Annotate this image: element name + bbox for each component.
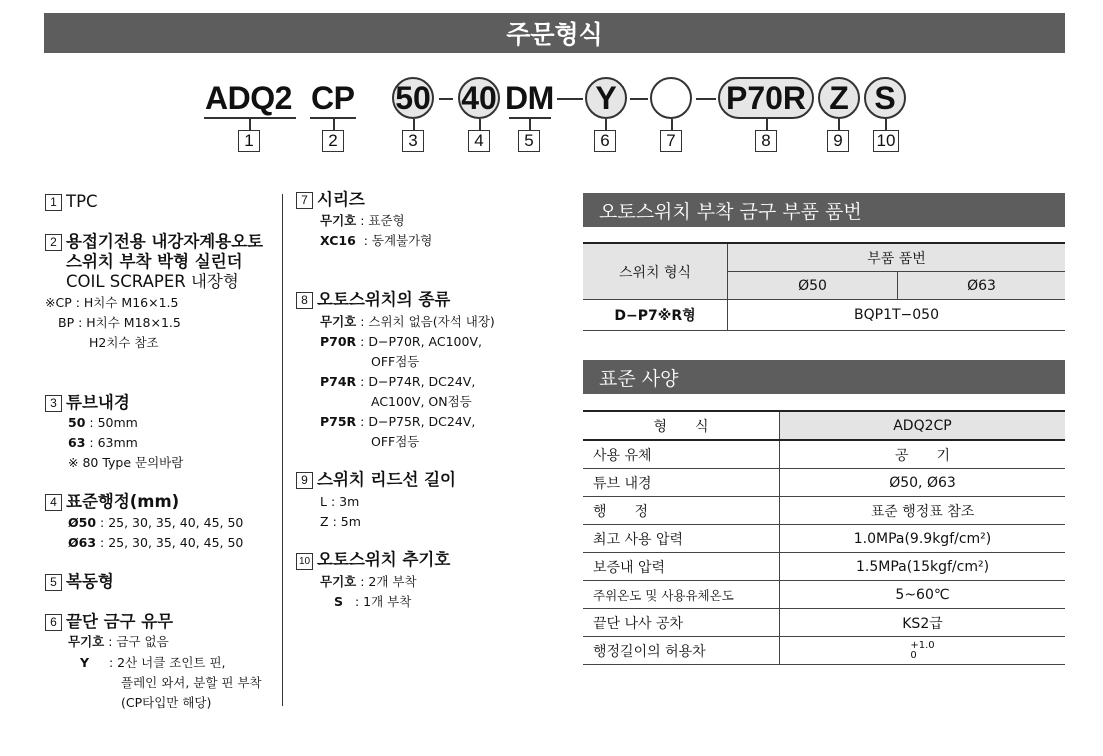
spec-label: 행정길이의 허용차 — [583, 637, 780, 665]
section-number: 4 — [45, 494, 62, 511]
option-key: 무기호 — [68, 634, 105, 649]
option-item — [80, 653, 226, 673]
option-key: ※ — [68, 455, 79, 470]
option-item — [320, 572, 417, 592]
section-number: 6 — [45, 614, 62, 631]
dash — [439, 98, 453, 100]
table-row — [583, 581, 1065, 609]
option-value: 80 Type 문의바람 — [82, 455, 184, 470]
spec-value: KS2급 — [780, 609, 1066, 637]
page-title: 주문형식 — [44, 13, 1065, 53]
tolerance-lower: 0 — [910, 649, 917, 661]
code-number: 10 — [873, 130, 899, 152]
section-title: TPC — [66, 192, 98, 211]
option-key: 무기호 — [320, 213, 357, 228]
section-title: 튜브내경 — [66, 393, 130, 412]
spec-label: 행 정 — [583, 497, 780, 525]
option-item — [68, 533, 243, 553]
section-title: 표준행정(mm) — [66, 492, 180, 511]
code-series: ADQ2 — [205, 80, 292, 116]
option-value: : 스위치 없음(자석 내장) — [360, 314, 495, 329]
spec-value: 표준 행정표 참조 — [780, 497, 1066, 525]
spec-value: 공 기 — [780, 440, 1066, 469]
option-item — [320, 211, 405, 231]
option-item — [320, 231, 432, 251]
section-number: 3 — [45, 395, 62, 412]
section-title: 시리즈 — [317, 190, 365, 209]
section-title: 용접기전용 내강자계용오토 — [66, 232, 264, 251]
option-item — [320, 312, 495, 332]
section-9 — [296, 470, 456, 490]
col-header-switch: 스위치 형식 — [583, 243, 728, 300]
section-title: COIL SCRAPER 내장형 — [66, 272, 239, 291]
spec-value: 1.5MPa(15kgf/cm²) — [780, 553, 1066, 581]
connector — [333, 117, 335, 131]
section-2 — [45, 232, 263, 292]
code-switch-count: S — [864, 77, 906, 119]
option-value: : 25, 30, 35, 40, 45, 50 — [100, 535, 244, 550]
option-value: : 1개 부착 — [354, 594, 412, 609]
option-item — [320, 512, 361, 532]
section-8 — [296, 290, 450, 310]
section-number: 9 — [296, 472, 313, 489]
option-value: : D−P75R, DC24V, — [360, 414, 476, 429]
code-type: CP — [311, 80, 355, 116]
option-item — [68, 413, 138, 433]
option-value: : 2산 너클 조인트 핀, — [108, 655, 226, 670]
option-key: 63 — [68, 435, 86, 450]
bracket-table — [583, 242, 1065, 331]
code-number: 2 — [322, 130, 344, 152]
section-6 — [45, 612, 173, 632]
table-row — [583, 497, 1065, 525]
spec-value: 5~60℃ — [780, 581, 1066, 609]
code-number: 3 — [402, 130, 424, 152]
spec-value — [780, 637, 1066, 665]
section-3 — [45, 393, 130, 413]
code-number: 5 — [518, 130, 540, 152]
dash — [696, 98, 716, 100]
option-value: : 동계불가형 — [363, 233, 433, 248]
option-key: 무기호 — [320, 574, 357, 589]
table-row — [583, 440, 1065, 469]
option-value: AC100V, ON점등 — [371, 394, 472, 409]
section-number: 1 — [45, 194, 62, 211]
spec-table — [583, 410, 1065, 665]
section-number: 10 — [296, 553, 313, 570]
code-series-option — [650, 77, 692, 119]
table-row — [583, 637, 1065, 665]
option-value: : 3m — [330, 494, 360, 509]
option-value: OFF점등 — [371, 434, 420, 449]
spec-label: 끝단 나사 공차 — [583, 609, 780, 637]
code-number: 6 — [594, 130, 616, 152]
option-item — [334, 592, 411, 612]
code-bore: 50 — [392, 77, 434, 119]
option-key: Ø50 — [68, 515, 97, 530]
code-number: 4 — [468, 130, 490, 152]
col-header-bore: Ø63 — [898, 272, 1066, 300]
section-title: 끝단 금구 유무 — [66, 612, 174, 631]
table-cell: BQP1T−050 — [728, 300, 1066, 331]
option-key: 무기호 — [320, 314, 357, 329]
option-item — [68, 632, 169, 652]
option-key: 50 — [68, 415, 86, 430]
option-value: OFF점등 — [371, 354, 420, 369]
col-header-part: 부품 품번 — [728, 243, 1066, 272]
spec-label: 보증내 압력 — [583, 553, 780, 581]
section-title: 스위치 부착 박형 실린더 — [66, 252, 243, 271]
section-1 — [45, 192, 98, 212]
spec-value: ADQ2CP — [780, 411, 1066, 440]
section-title: 오토스위치 추기호 — [317, 550, 451, 569]
note: H2치수 참조 — [89, 335, 159, 350]
dash — [630, 98, 648, 100]
code-lead-length: Z — [818, 77, 860, 119]
section-4 — [45, 492, 179, 512]
note: ※CP : H치수 M16×1.5 — [45, 295, 179, 310]
option-key: Ø63 — [68, 535, 97, 550]
table-cell: D−P7※R형 — [583, 300, 728, 331]
table-row — [583, 553, 1065, 581]
code-end-fitting: Y — [585, 77, 627, 119]
option-value: : D−P74R, DC24V, — [360, 374, 476, 389]
spec-label: 사용 유체 — [583, 440, 780, 469]
spec-label: 형 식 — [583, 411, 780, 440]
option-value: : 2개 부착 — [360, 574, 417, 589]
option-item — [320, 412, 475, 432]
section-number: 8 — [296, 292, 313, 309]
code-switch: P70R — [718, 77, 814, 119]
bracket-panel-heading: 오토스위치 부착 금구 부품 품번 — [583, 193, 1065, 227]
spec-label: 최고 사용 압력 — [583, 525, 780, 553]
option-key: Y — [80, 655, 90, 670]
option-item — [68, 433, 138, 453]
option-item — [320, 492, 359, 512]
code-number: 1 — [238, 130, 260, 152]
option-key: L — [320, 494, 327, 509]
option-key: S — [334, 594, 344, 609]
table-row — [583, 411, 1065, 440]
section-5 — [45, 572, 114, 592]
option-value: : 25, 30, 35, 40, 45, 50 — [100, 515, 244, 530]
section-7 — [296, 190, 365, 210]
option-value: : 50mm — [89, 415, 138, 430]
option-key: XC16 — [320, 233, 356, 248]
tolerance-upper: +1.0 — [910, 639, 935, 651]
spec-value: Ø50, Ø63 — [780, 469, 1066, 497]
section-title: 스위치 리드선 길이 — [317, 470, 457, 489]
section-number: 2 — [45, 234, 62, 251]
spec-panel-heading: 표준 사양 — [583, 360, 1065, 394]
option-key: P70R — [320, 334, 357, 349]
code-number: 7 — [660, 130, 682, 152]
spec-label: 튜브 내경 — [583, 469, 780, 497]
option-item — [320, 372, 475, 392]
section-title: 복동형 — [66, 572, 114, 591]
option-value: : 표준형 — [360, 213, 405, 228]
connector — [529, 117, 531, 131]
dash — [557, 98, 583, 100]
section-10 — [296, 550, 450, 570]
option-value: : 5m — [332, 514, 361, 529]
option-extra: (CP타입만 해당) — [121, 695, 212, 710]
table-row — [583, 469, 1065, 497]
table-row — [583, 525, 1065, 553]
connector — [249, 117, 251, 131]
option-value: : D−P70R, AC100V, — [360, 334, 482, 349]
option-key: P75R — [320, 414, 357, 429]
spec-value: 1.0MPa(9.9kgf/cm²) — [780, 525, 1066, 553]
section-number: 7 — [296, 192, 313, 209]
table-row — [583, 609, 1065, 637]
option-extra: 플레인 와셔, 분할 핀 부착 — [121, 675, 262, 690]
col-header-bore: Ø50 — [728, 272, 898, 300]
option-value: : 금구 없음 — [108, 634, 169, 649]
option-key: Z — [320, 514, 329, 529]
code-number: 9 — [827, 130, 849, 152]
code-action: DM — [505, 80, 554, 116]
option-item — [320, 332, 482, 352]
section-title: 오토스위치의 종류 — [317, 290, 451, 309]
option-key: P74R — [320, 374, 357, 389]
code-number: 8 — [755, 130, 777, 152]
note: BP : H치수 M18×1.5 — [58, 315, 181, 330]
code-stroke: 40 — [458, 77, 500, 119]
option-value: : 63mm — [89, 435, 138, 450]
section-number: 5 — [45, 574, 62, 591]
option-item — [68, 513, 243, 533]
column-divider — [282, 194, 283, 706]
option-item — [68, 453, 183, 473]
spec-label: 주위온도 및 사용유체온도 — [583, 581, 780, 609]
